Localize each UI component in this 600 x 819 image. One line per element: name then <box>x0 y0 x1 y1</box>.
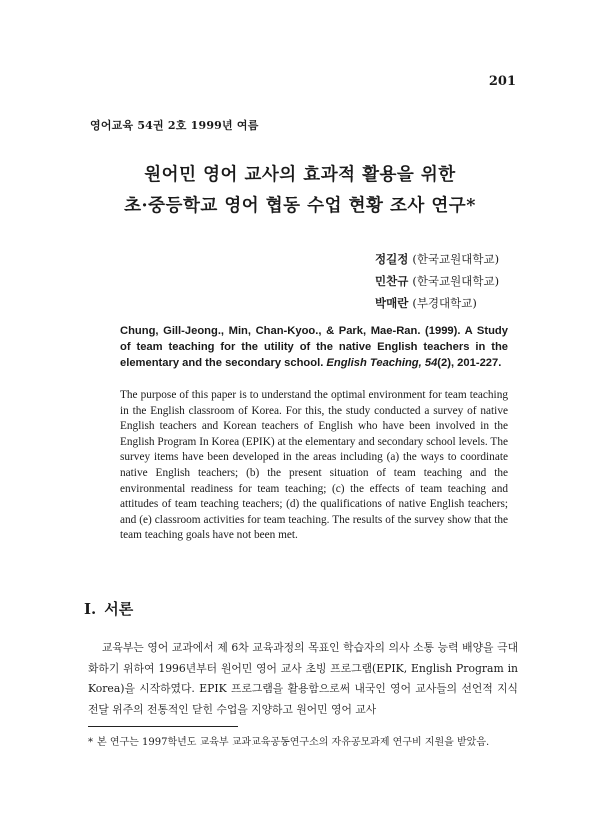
section-heading <box>84 598 133 619</box>
footnote-rule <box>88 726 238 727</box>
footnote-text: 본 연구는 1997학년도 교육부 교과교육공동연구소의 자유공모과제 연구비 지원을 받았음. <box>97 737 490 748</box>
title-line-2: 초·중등학교 영어 협동 수업 현황 조사 연구* <box>124 196 476 216</box>
section-number: I. <box>84 600 97 618</box>
paper-title <box>60 160 540 222</box>
citation <box>120 323 508 371</box>
section-title: 서론 <box>104 600 134 618</box>
author-line <box>375 248 525 270</box>
author-name: 박매란 <box>375 296 409 310</box>
author-affiliation: (한국교원대학교) <box>412 274 500 288</box>
body-paragraph: 교육부는 영어 교과에서 제 6차 교육과정의 목표인 학습자의 의사 소통 능력 배양을 극대화하기 위하여 1996년부터 원어민 영어 교사 초빙 프로그램(EPIK, English Program in Korea)을 시작하였다. EPIK 프로그램을 활용함으로써 내국인 영어 교사들의 선언적 지식 전달 위주의 전통적인 닫힌 수업을 지양하고 원어민 영어 교사 <box>88 641 518 716</box>
author-affiliation: (한국교원대학교) <box>412 252 500 266</box>
author-line <box>375 292 525 314</box>
author-name: 민찬규 <box>375 274 409 288</box>
citation-journal: English Teaching, 54 <box>326 357 438 369</box>
title-line-1: 원어민 영어 교사의 효과적 활용을 위한 <box>144 165 456 185</box>
citation-issue-pages: (2), 201-227. <box>437 357 502 369</box>
citation-main: Chung, Gill-Jeong., Min, Chan-Kyoo., & Park, Mae-Ran. (1999). A Study of team teaching for the utility of the native English teachers in the elementary and the secondary school. <box>120 325 508 369</box>
page-number: 201 <box>488 74 516 89</box>
footnote <box>88 735 518 750</box>
author-line <box>375 270 525 292</box>
footnote-mark: * <box>88 737 93 748</box>
journal-info: 영어교육 54권 2호 1999년 여름 <box>90 119 259 132</box>
author-list <box>375 248 525 314</box>
body-text <box>88 638 518 720</box>
author-affiliation: (부경대학교) <box>412 296 477 310</box>
author-name: 정길정 <box>375 252 409 266</box>
abstract: The purpose of this paper is to understand the optimal environment for team teaching in the English classroom of Korea. For this, the study conducted a survey of native English teachers and Korean teachers of English who have been involved in the English Program In Korea (EPIK) at the elementary and secondary school levels. The survey items have been developed in the areas including (a) the ways to coordinate native English teachers; (b) the present situation of team teaching and the environmental readiness for team teaching; (c) the effects of team teaching and attitudes of team teaching teachers; (d) the qualifications of native English teachers; and (e) classroom activities for team teaching. The results of the survey show that the team teaching goals have not been met. <box>120 389 508 542</box>
